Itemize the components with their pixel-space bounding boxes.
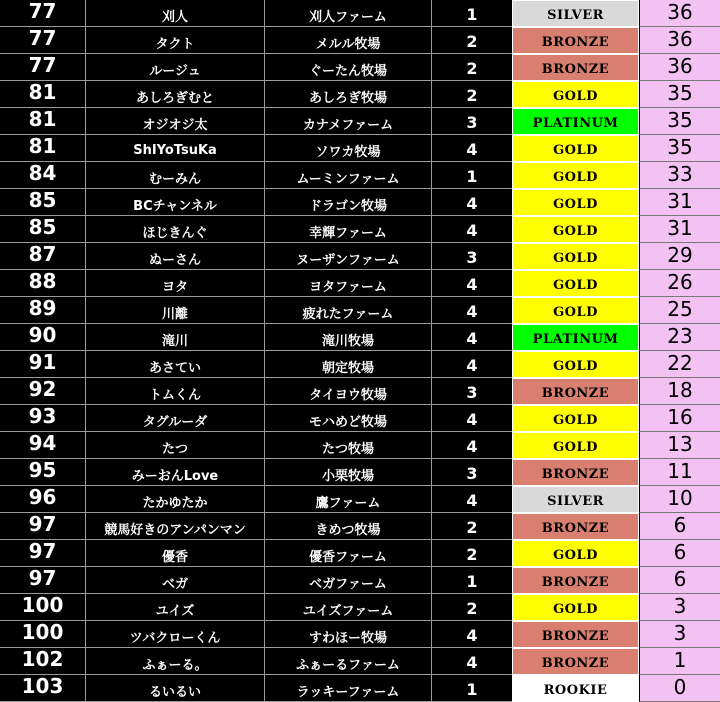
count-cell: 4 <box>431 432 512 459</box>
score-cell: 31 <box>639 216 720 243</box>
score-cell: 3 <box>639 594 720 621</box>
player-name-cell: タグルーダ <box>85 405 264 432</box>
farm-name-cell: ユイズファーム <box>264 594 431 621</box>
class-badge: PLATINUM <box>512 324 639 351</box>
rank-cell: 96 <box>0 486 85 513</box>
class-badge: GOLD <box>512 594 639 621</box>
score-cell: 23 <box>639 324 720 351</box>
table-row <box>0 405 720 432</box>
table-row <box>0 54 720 81</box>
class-badge: GOLD <box>512 405 639 432</box>
player-name-cell: むーみん <box>85 162 264 189</box>
rank-cell: 81 <box>0 108 85 135</box>
table-row <box>0 621 720 648</box>
count-cell: 2 <box>431 81 512 108</box>
table-row <box>0 216 720 243</box>
player-name-cell: ふぁーる。 <box>85 648 264 675</box>
table-row <box>0 486 720 513</box>
count-cell: 1 <box>431 0 512 27</box>
farm-name-cell: ヨタファーム <box>264 270 431 297</box>
count-cell: 4 <box>431 135 512 162</box>
count-cell: 4 <box>431 486 512 513</box>
count-cell: 4 <box>431 189 512 216</box>
table-row <box>0 243 720 270</box>
farm-name-cell: 疲れたファーム <box>264 297 431 324</box>
rank-cell: 103 <box>0 675 85 702</box>
count-cell: 4 <box>431 270 512 297</box>
score-cell: 10 <box>639 486 720 513</box>
score-cell: 6 <box>639 540 720 567</box>
player-name-cell: ルージュ <box>85 54 264 81</box>
score-cell: 3 <box>639 621 720 648</box>
rank-cell: 97 <box>0 567 85 594</box>
class-badge: BRONZE <box>512 648 639 675</box>
rank-cell: 92 <box>0 378 85 405</box>
rank-cell: 100 <box>0 621 85 648</box>
count-cell: 2 <box>431 540 512 567</box>
table-row <box>0 135 720 162</box>
farm-name-cell: カナメファーム <box>264 108 431 135</box>
score-cell: 31 <box>639 189 720 216</box>
count-cell: 2 <box>431 594 512 621</box>
farm-name-cell: ぐーたん牧場 <box>264 54 431 81</box>
table-row <box>0 675 720 702</box>
player-name-cell: 滝川 <box>85 324 264 351</box>
table-row <box>0 594 720 621</box>
count-cell: 2 <box>431 54 512 81</box>
score-cell: 36 <box>639 54 720 81</box>
rank-cell: 102 <box>0 648 85 675</box>
score-cell: 6 <box>639 513 720 540</box>
farm-name-cell: 朝定牧場 <box>264 351 431 378</box>
score-cell: 25 <box>639 297 720 324</box>
rank-cell: 94 <box>0 432 85 459</box>
score-cell: 29 <box>639 243 720 270</box>
score-cell: 35 <box>639 81 720 108</box>
farm-name-cell: 優香ファーム <box>264 540 431 567</box>
class-badge: GOLD <box>512 297 639 324</box>
player-name-cell: あさてい <box>85 351 264 378</box>
table-row <box>0 513 720 540</box>
farm-name-cell: タイヨウ牧場 <box>264 378 431 405</box>
player-name-cell: ぬーさん <box>85 243 264 270</box>
rank-cell: 91 <box>0 351 85 378</box>
class-badge: GOLD <box>512 270 639 297</box>
farm-name-cell: 小栗牧場 <box>264 459 431 486</box>
rank-cell: 93 <box>0 405 85 432</box>
player-name-cell: ベガ <box>85 567 264 594</box>
score-cell: 33 <box>639 162 720 189</box>
player-name-cell: ShIYoTsuKa <box>85 135 264 162</box>
score-cell: 18 <box>639 378 720 405</box>
class-badge: SILVER <box>512 0 639 27</box>
farm-name-cell: 刈人ファーム <box>264 0 431 27</box>
count-cell: 4 <box>431 405 512 432</box>
rank-cell: 100 <box>0 594 85 621</box>
farm-name-cell: ムーミンファーム <box>264 162 431 189</box>
class-badge: BRONZE <box>512 621 639 648</box>
count-cell: 4 <box>431 351 512 378</box>
class-badge: ROOKIE <box>512 675 639 702</box>
table-row <box>0 540 720 567</box>
player-name-cell: たつ <box>85 432 264 459</box>
farm-name-cell: 鷹ファーム <box>264 486 431 513</box>
class-badge: GOLD <box>512 216 639 243</box>
table-row <box>0 81 720 108</box>
score-cell: 16 <box>639 405 720 432</box>
count-cell: 1 <box>431 162 512 189</box>
farm-name-cell: ソワカ牧場 <box>264 135 431 162</box>
count-cell: 2 <box>431 513 512 540</box>
table-row <box>0 459 720 486</box>
count-cell: 4 <box>431 324 512 351</box>
class-badge: SILVER <box>512 486 639 513</box>
table-row <box>0 351 720 378</box>
farm-name-cell: ヌーザンファーム <box>264 243 431 270</box>
score-cell: 36 <box>639 0 720 27</box>
table-row <box>0 324 720 351</box>
score-cell: 0 <box>639 675 720 702</box>
farm-name-cell: メルル牧場 <box>264 27 431 54</box>
player-name-cell: BCチャンネル <box>85 189 264 216</box>
score-cell: 6 <box>639 567 720 594</box>
count-cell: 3 <box>431 243 512 270</box>
score-cell: 35 <box>639 108 720 135</box>
player-name-cell: ツバクローくん <box>85 621 264 648</box>
class-badge: PLATINUM <box>512 108 639 135</box>
table-row <box>0 189 720 216</box>
class-badge: GOLD <box>512 189 639 216</box>
player-name-cell: 優香 <box>85 540 264 567</box>
player-name-cell: るいるい <box>85 675 264 702</box>
score-cell: 26 <box>639 270 720 297</box>
player-name-cell: トムくん <box>85 378 264 405</box>
player-name-cell: オジオジ太 <box>85 108 264 135</box>
farm-name-cell: 滝川牧場 <box>264 324 431 351</box>
rank-cell: 81 <box>0 81 85 108</box>
farm-name-cell: きめつ牧場 <box>264 513 431 540</box>
rank-cell: 85 <box>0 216 85 243</box>
farm-name-cell: すわほー牧場 <box>264 621 431 648</box>
table-row <box>0 162 720 189</box>
count-cell: 3 <box>431 459 512 486</box>
count-cell: 4 <box>431 216 512 243</box>
rank-cell: 84 <box>0 162 85 189</box>
rank-cell: 77 <box>0 0 85 27</box>
class-badge: GOLD <box>512 135 639 162</box>
farm-name-cell: あしろぎ牧場 <box>264 81 431 108</box>
count-cell: 4 <box>431 621 512 648</box>
rank-cell: 85 <box>0 189 85 216</box>
player-name-cell: みーおんLove <box>85 459 264 486</box>
rank-cell: 95 <box>0 459 85 486</box>
table-row <box>0 108 720 135</box>
table-row <box>0 648 720 675</box>
rank-cell: 89 <box>0 297 85 324</box>
score-cell: 36 <box>639 27 720 54</box>
class-badge: GOLD <box>512 162 639 189</box>
table-row <box>0 432 720 459</box>
player-name-cell: 競馬好きのアンパンマン <box>85 513 264 540</box>
count-cell: 4 <box>431 297 512 324</box>
class-badge: GOLD <box>512 351 639 378</box>
class-badge: BRONZE <box>512 567 639 594</box>
rank-cell: 87 <box>0 243 85 270</box>
count-cell: 2 <box>431 27 512 54</box>
table-row <box>0 297 720 324</box>
rank-cell: 81 <box>0 135 85 162</box>
score-cell: 35 <box>639 135 720 162</box>
table-row <box>0 27 720 54</box>
rank-cell: 97 <box>0 513 85 540</box>
rank-cell: 88 <box>0 270 85 297</box>
farm-name-cell: ラッキーファーム <box>264 675 431 702</box>
class-badge: BRONZE <box>512 54 639 81</box>
player-name-cell: ほじきんぐ <box>85 216 264 243</box>
player-name-cell: 川離 <box>85 297 264 324</box>
class-badge: BRONZE <box>512 459 639 486</box>
class-badge: GOLD <box>512 81 639 108</box>
farm-name-cell: モハめど牧場 <box>264 405 431 432</box>
player-name-cell: 刈人 <box>85 0 264 27</box>
farm-name-cell: ドラゴン牧場 <box>264 189 431 216</box>
farm-name-cell: 幸輝ファーム <box>264 216 431 243</box>
player-name-cell: たかゆたか <box>85 486 264 513</box>
count-cell: 1 <box>431 675 512 702</box>
table-row <box>0 0 720 27</box>
count-cell: 3 <box>431 108 512 135</box>
class-badge: BRONZE <box>512 513 639 540</box>
farm-name-cell: たつ牧場 <box>264 432 431 459</box>
count-cell: 4 <box>431 648 512 675</box>
rank-cell: 90 <box>0 324 85 351</box>
rank-cell: 97 <box>0 540 85 567</box>
class-badge: GOLD <box>512 432 639 459</box>
table-row <box>0 270 720 297</box>
class-badge: GOLD <box>512 540 639 567</box>
score-cell: 1 <box>639 648 720 675</box>
farm-name-cell: ベガファーム <box>264 567 431 594</box>
rank-cell: 77 <box>0 27 85 54</box>
player-name-cell: ヨタ <box>85 270 264 297</box>
farm-name-cell: ふぁーるファーム <box>264 648 431 675</box>
player-name-cell: あしろぎむと <box>85 81 264 108</box>
count-cell: 3 <box>431 378 512 405</box>
table-row <box>0 567 720 594</box>
class-badge: BRONZE <box>512 27 639 54</box>
count-cell: 1 <box>431 567 512 594</box>
rank-cell: 77 <box>0 54 85 81</box>
score-cell: 11 <box>639 459 720 486</box>
player-name-cell: タクト <box>85 27 264 54</box>
class-badge: BRONZE <box>512 378 639 405</box>
score-cell: 22 <box>639 351 720 378</box>
class-badge: GOLD <box>512 243 639 270</box>
score-cell: 13 <box>639 432 720 459</box>
table-row <box>0 378 720 405</box>
player-name-cell: ユイズ <box>85 594 264 621</box>
